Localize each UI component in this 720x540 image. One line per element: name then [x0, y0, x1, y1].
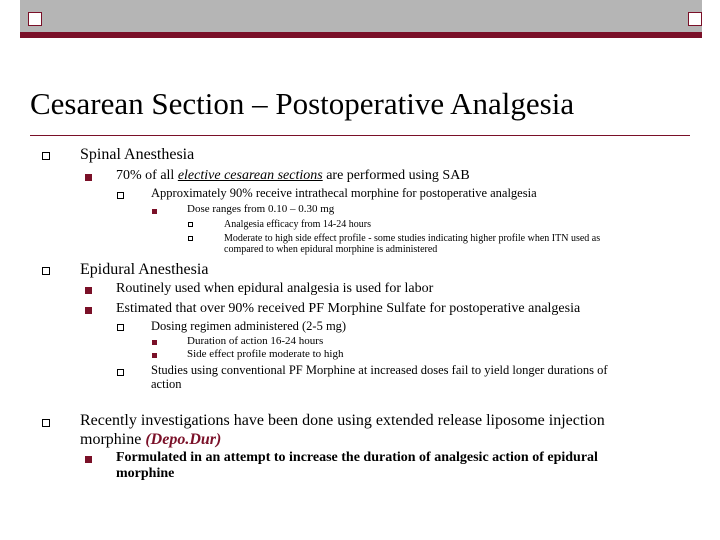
- recent-line2-pre: morphine: [80, 431, 146, 448]
- header-accent-line: [20, 32, 702, 38]
- formulated-line1: Formulated in an attempt to increase the duration of analgesic action of epidural: [116, 450, 598, 465]
- studies-line2: action: [151, 377, 182, 391]
- level1-bullet: [42, 419, 50, 427]
- bullet-side-effects: [224, 233, 600, 255]
- level1-bullet: [42, 152, 50, 160]
- bullet-dosing: Dosing regimen administered (2-5 mg): [151, 319, 347, 333]
- header-left-box: [28, 12, 42, 26]
- level2-bullet: [85, 174, 92, 181]
- studies-line1: Studies using conventional PF Morphine at increased doses fail to yield longer durations of: [151, 363, 608, 377]
- header-band: [20, 0, 702, 32]
- bullet-studies: [151, 363, 608, 391]
- bullet-duration: Duration of action 16-24 hours: [187, 335, 324, 347]
- depodur-label: (Depo.Dur): [145, 431, 222, 448]
- bullet-sab: [116, 168, 470, 184]
- sab-text-post: are performed using SAB: [322, 168, 470, 183]
- level2-bullet: [85, 307, 92, 314]
- title-rule: [30, 135, 690, 136]
- bullet-side-moderate: Side effect profile moderate to high: [187, 348, 344, 360]
- slide-title: Cesarean Section – Postoperative Analgesia: [30, 86, 575, 121]
- level3-bullet: [117, 192, 124, 199]
- level5-bullet: [188, 236, 193, 241]
- level2-bullet: [85, 287, 92, 294]
- sab-text-pre: 70% of all: [116, 168, 178, 183]
- level2-bullet: [85, 456, 92, 463]
- recent-line1: Recently investigations have been done using extended release liposome injection: [80, 412, 605, 429]
- level4-bullet: [152, 209, 157, 214]
- sab-link[interactable]: elective cesarean sections: [177, 168, 323, 183]
- level4-bullet: [152, 340, 157, 345]
- bullet-formulated: [116, 450, 598, 482]
- level1-bullet: [42, 267, 50, 275]
- side-line2: compared to when epidural morphine is administered: [224, 244, 438, 255]
- bullet-spinal: Spinal Anesthesia: [80, 146, 195, 163]
- bullet-recent: [80, 411, 605, 449]
- level5-bullet: [188, 222, 193, 227]
- bullet-routine: Routinely used when epidural analgesia is used for labor: [116, 281, 434, 296]
- bullet-estimated: Estimated that over 90% received PF Morphine Sulfate for postoperative analgesia: [116, 301, 581, 316]
- side-line1: Moderate to high side effect profile - some studies indicating higher profile when ITN used as: [224, 233, 601, 244]
- bullet-itm: Approximately 90% receive intrathecal morphine for postoperative analgesia: [151, 186, 537, 200]
- formulated-line2: morphine: [116, 466, 175, 481]
- level4-bullet: [152, 353, 157, 358]
- bullet-epidural: Epidural Anesthesia: [80, 261, 209, 278]
- level3-bullet: [117, 324, 124, 331]
- bullet-dose: Dose ranges from 0.10 – 0.30 mg: [187, 203, 335, 215]
- bullet-efficacy: Analgesia efficacy from 14-24 hours: [224, 219, 371, 230]
- level3-bullet: [117, 369, 124, 376]
- header-right-box: [688, 12, 702, 26]
